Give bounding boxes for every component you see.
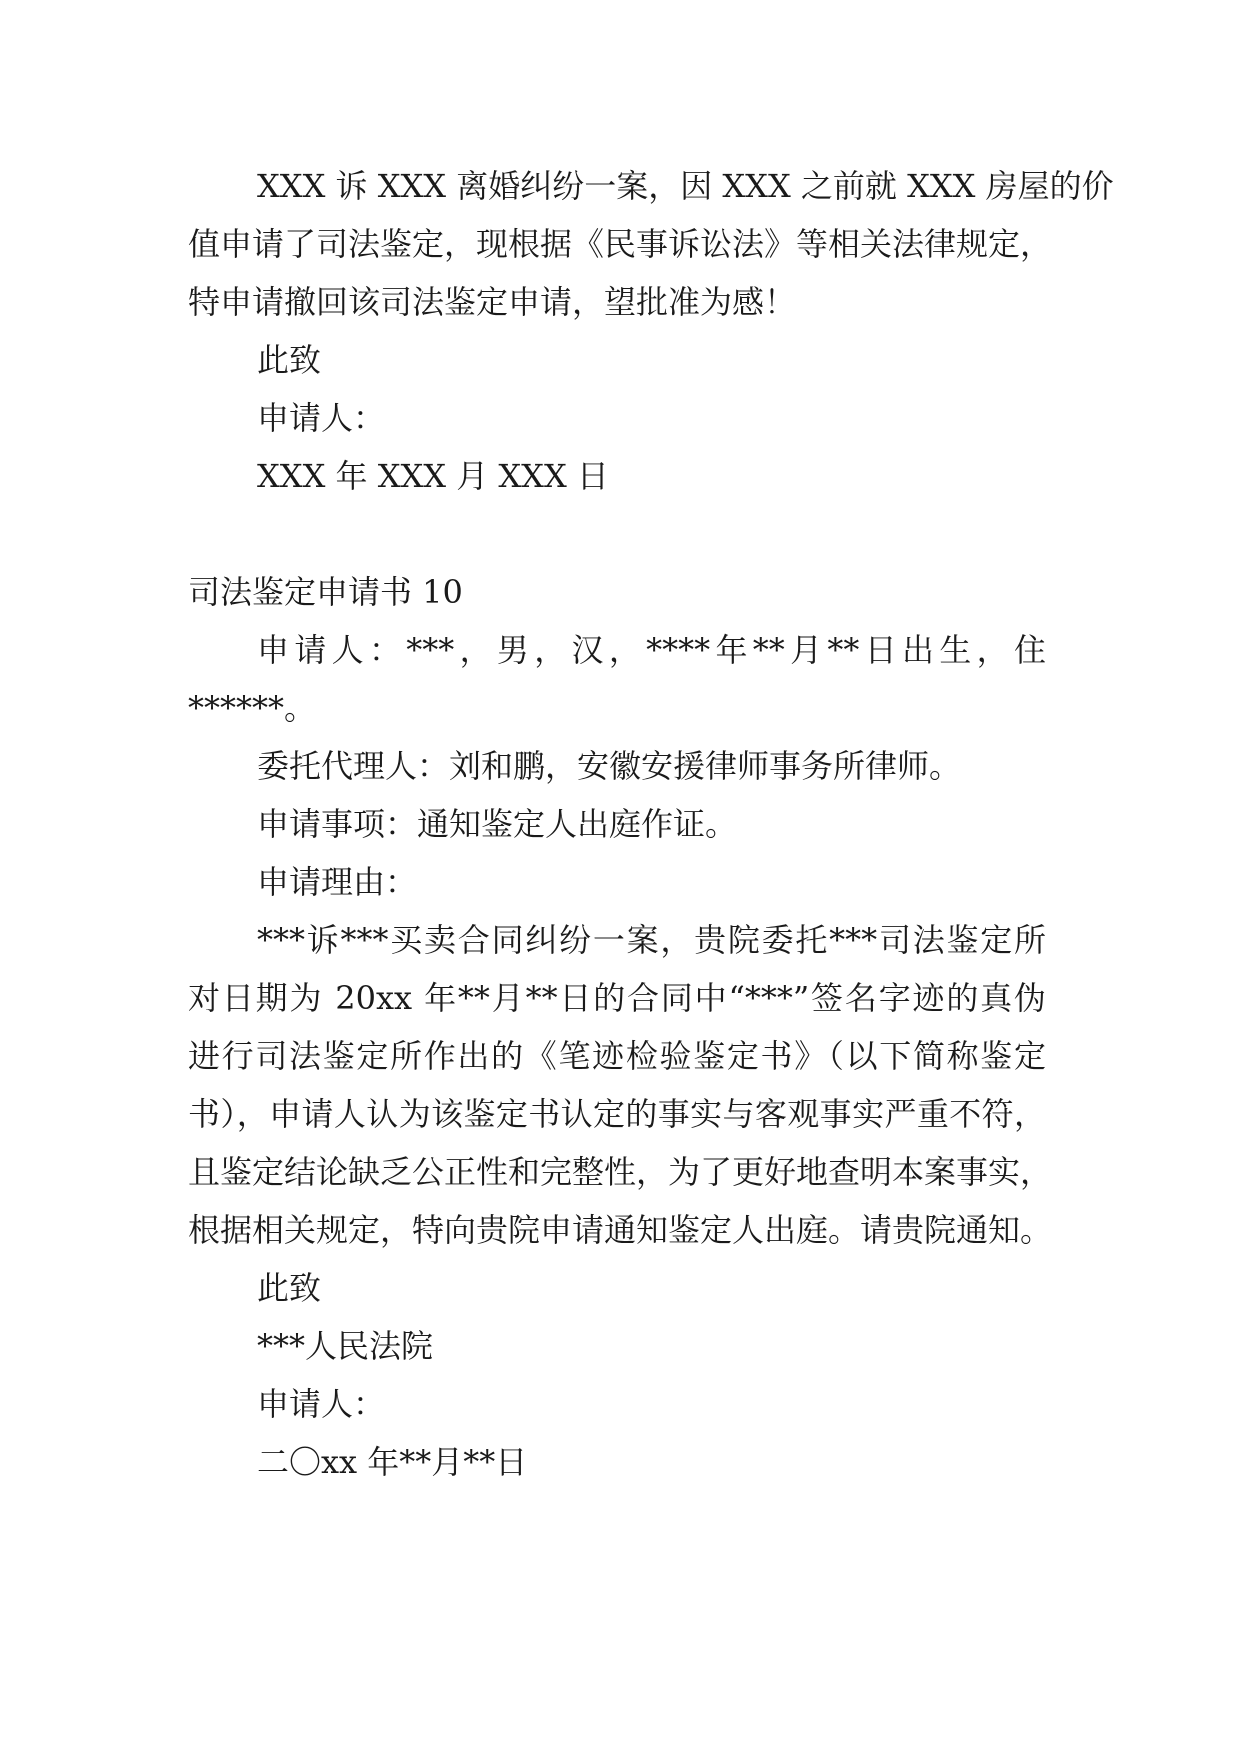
agent-line: 委托代理人：刘和鹏，安徽安援律师事务所律师。 [257,747,962,785]
matter-line: 申请事项：通知鉴定人出庭作证。 [257,805,738,843]
reason-line: 且鉴定结论缺乏公正性和完整性，为了更好地查明本案事实， [188,1153,1053,1191]
section-title: 司法鉴定申请书 10 [188,573,463,611]
reason-line: 对日期为 20xx 年**月**日的合同中“***”签名字迹的真伪 [188,979,1046,1017]
paragraph-line: XXX 诉 XXX 离婚纠纷一案，因 XXX 之前就 XXX 房屋的价 [257,167,1114,205]
reason-line: ***诉***买卖合同纠纷一案，贵院委托***司法鉴定所 [257,921,1046,959]
applicant-label: 申请人： [257,399,386,437]
reason-line: 书），申请人认为该鉴定书认定的事实与客观事实严重不符， [188,1095,1046,1133]
applicant-label: 申请人： [257,1385,386,1423]
reason-line: 根据相关规定，特向贵院申请通知鉴定人出庭。请贵院通知。 [188,1211,1053,1249]
paragraph-line: 特申请撤回该司法鉴定申请，望批准为感！ [188,283,797,321]
paragraph-line: 值申请了司法鉴定，现根据《民事诉讼法》等相关法律规定， [188,225,1053,263]
salutation: 此致 [257,341,322,379]
applicant-info-line: 申请人：***，男，汉，****年**月**日出生，住 [257,631,1046,669]
court-name: ***人民法院 [257,1327,434,1365]
reason-label: 申请理由： [257,863,418,901]
date-line: 二〇xx 年**月**日 [257,1443,528,1481]
reason-line: 进行司法鉴定所作出的《笔迹检验鉴定书》（以下简称鉴定 [188,1037,1046,1075]
applicant-info-line: ******。 [188,689,317,727]
salutation: 此致 [257,1269,322,1307]
date-line: XXX 年 XXX 月 XXX 日 [257,457,609,495]
